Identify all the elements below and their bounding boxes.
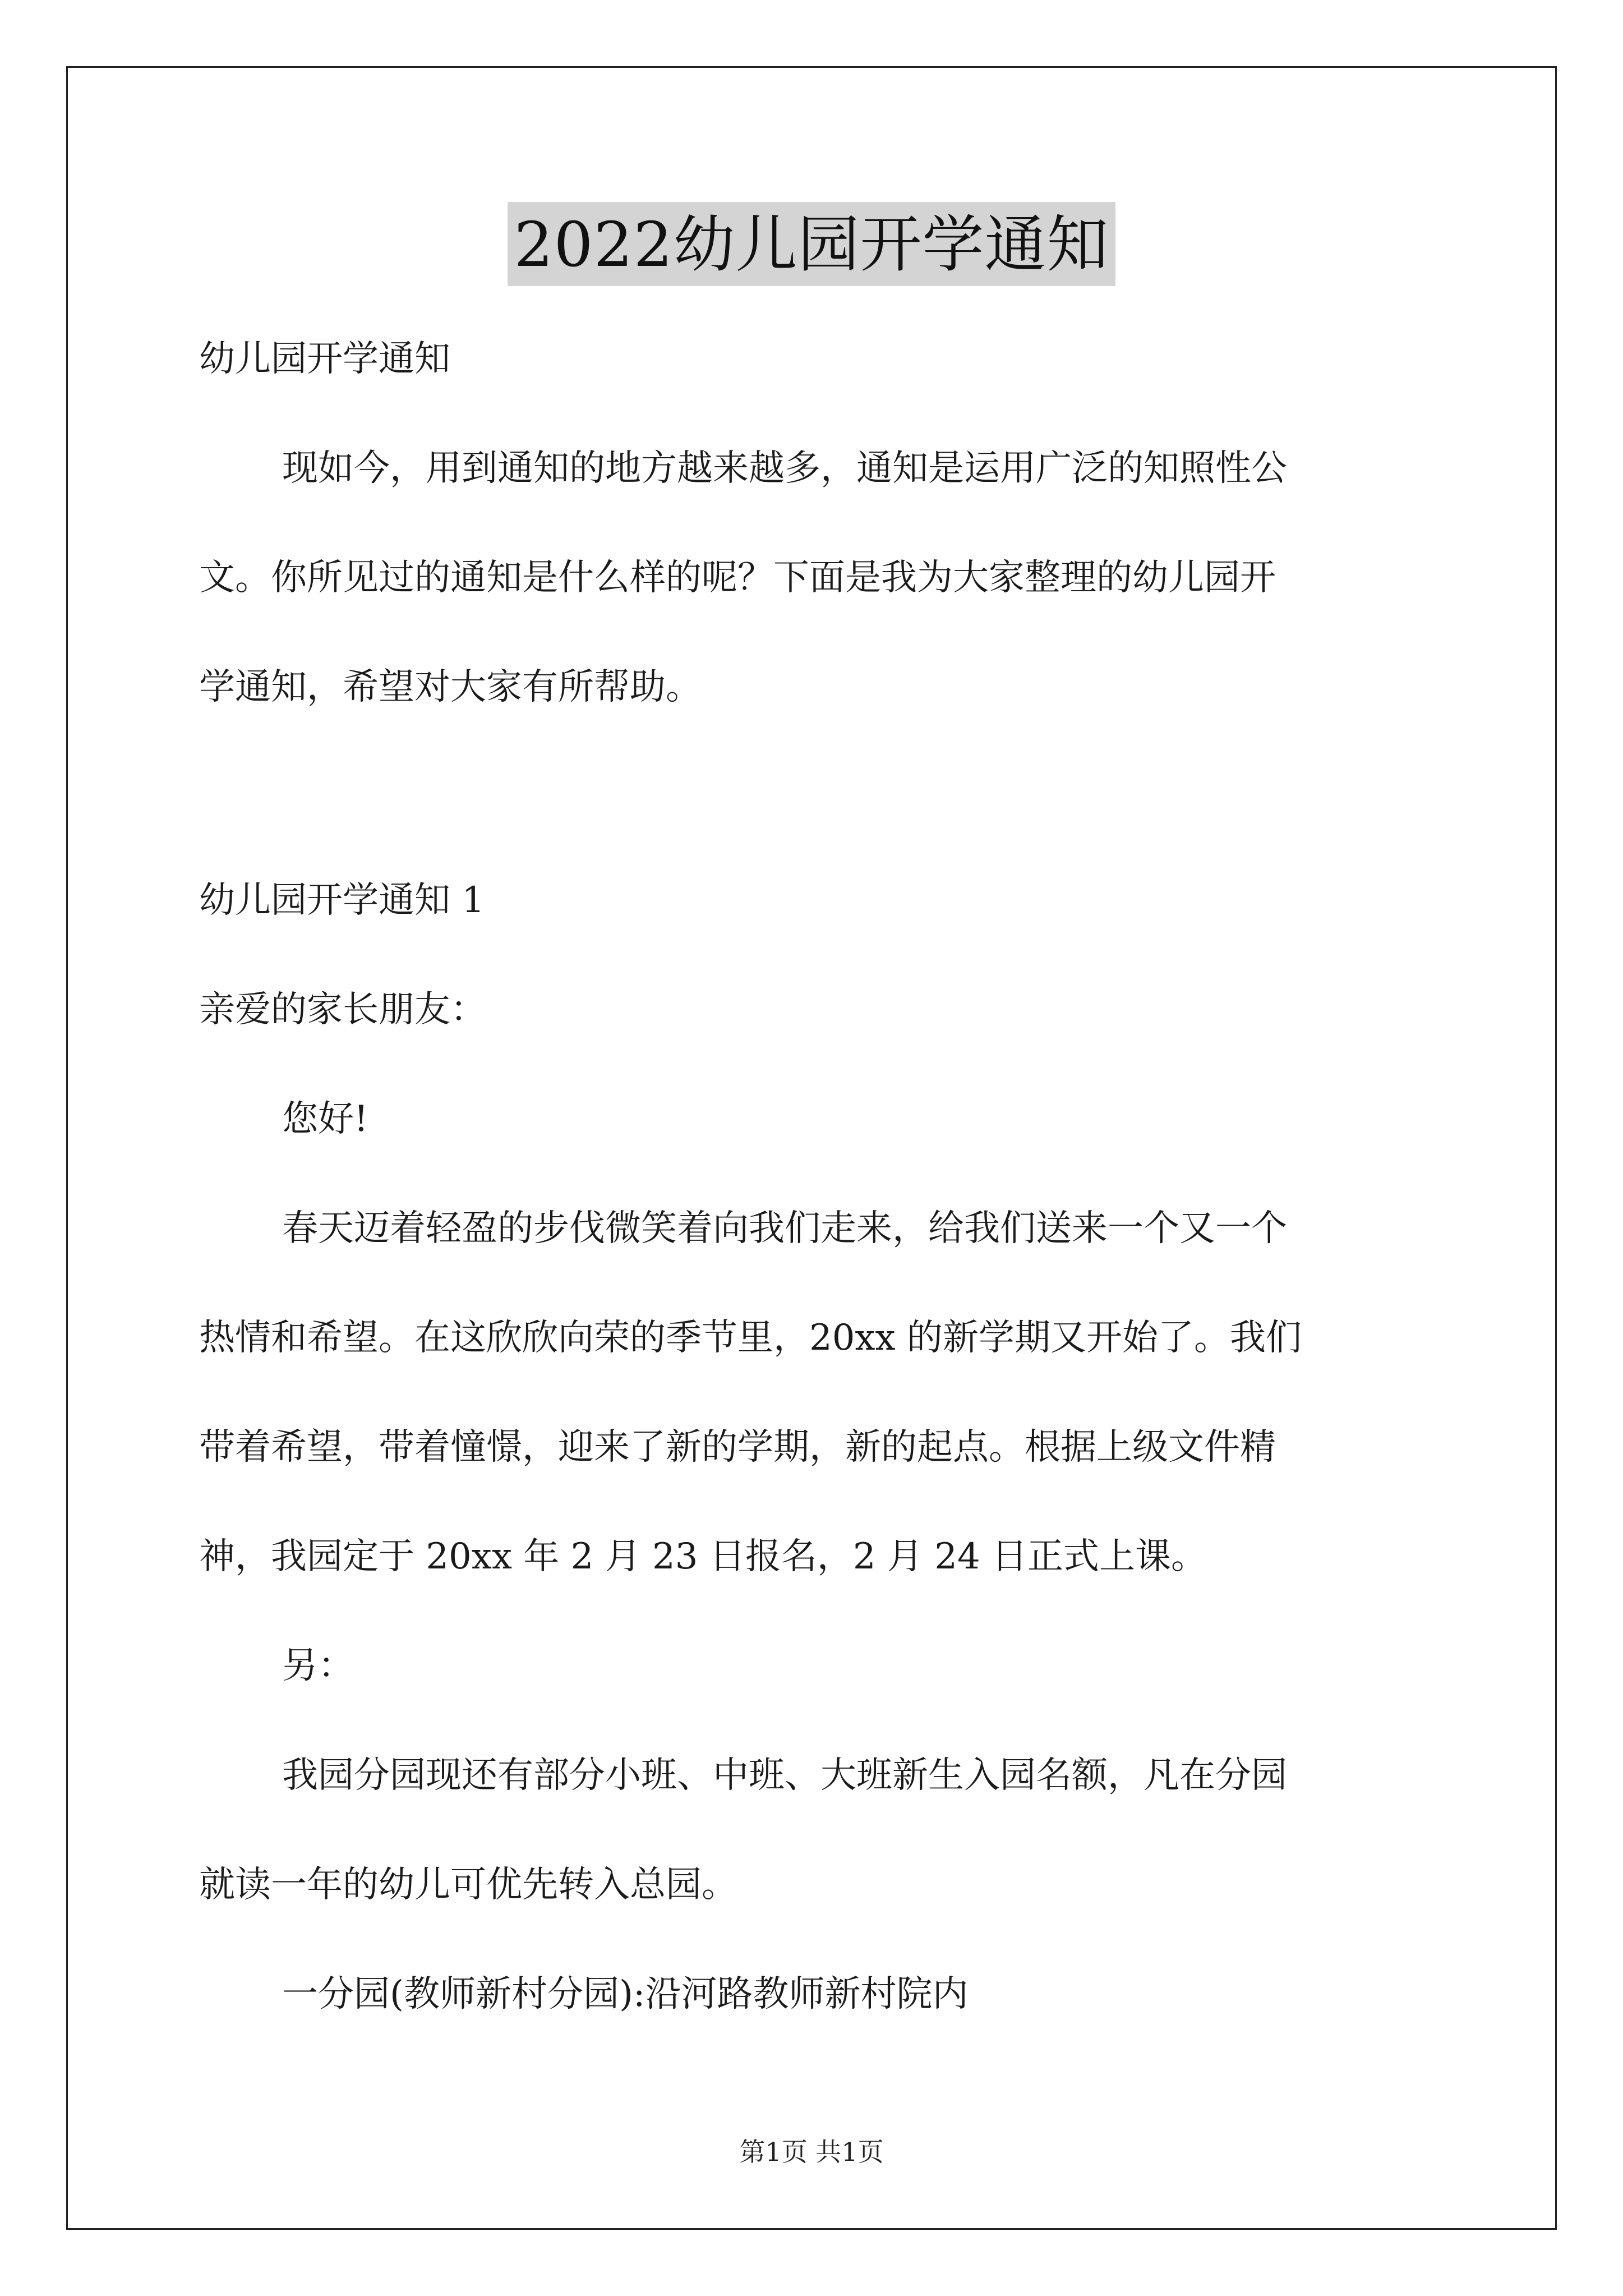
body-line-1: 春天迈着轻盈的步伐微笑着向我们走来，给我们送来一个又一个 (282, 1208, 1287, 1249)
body-line-3: 带着希望，带着憧憬，迎来了新的学期，新的起点。根据上级文件精 (199, 1427, 1276, 1468)
section-heading: 幼儿园开学通知 1 (199, 880, 485, 921)
salutation: 亲爱的家长朋友： (199, 989, 486, 1030)
body-line-2: 热情和希望。在这欣欣向荣的季节里，20xx 的新学期又开始了。我们 (199, 1317, 1302, 1359)
addendum-label: 另： (282, 1645, 354, 1687)
subtitle: 幼儿园开学通知 (199, 338, 450, 380)
intro-line-2: 文。你所见过的通知是什么样的呢？下面是我为大家整理的幼儿园开 (199, 557, 1276, 599)
body-line-4: 神，我园定于 20xx 年 2 月 23 日报名，2 月 24 日正式上课。 (199, 1536, 1207, 1577)
title-container (0, 202, 1623, 286)
branch-address: 一分园(教师新村分园):沿河路教师新村院内 (282, 1973, 969, 2015)
branch-line-2: 就读一年的幼儿可优先转入总园。 (199, 1864, 737, 1906)
branch-line-1: 我园分园现还有部分小班、中班、大班新生入园名额，凡在分园 (282, 1755, 1287, 1796)
intro-line-1: 现如今，用到通知的地方越来越多，通知是运用广泛的知照性公 (282, 448, 1287, 489)
page-footer: 第1页 共1页 (739, 2137, 884, 2167)
intro-line-3: 学通知，希望对大家有所帮助。 (199, 666, 702, 708)
greeting: 您好! (282, 1098, 368, 1140)
document-title: 2022幼儿园开学通知 (508, 202, 1116, 286)
